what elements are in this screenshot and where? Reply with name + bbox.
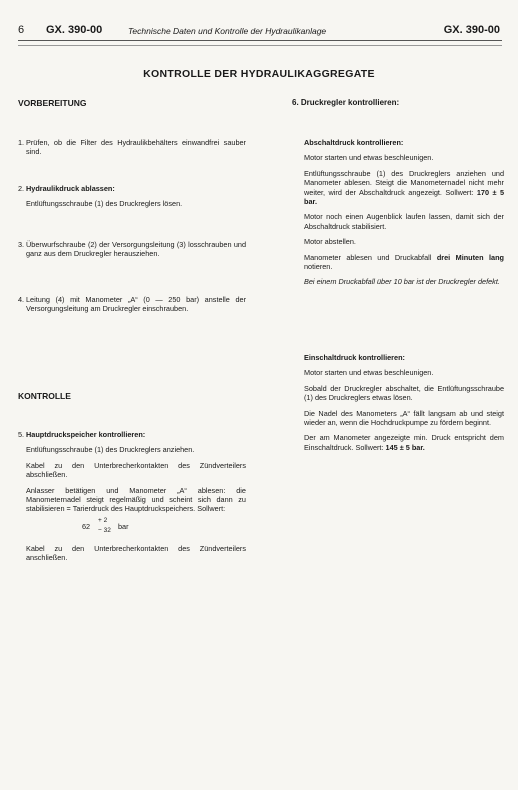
header-title: Technische Daten und Kontrolle der Hydraulikanlage (128, 26, 327, 36)
paragraph: Motor noch einen Augenblick laufen lassen, damit sich der Abschaltdruck stabilisiert. (304, 212, 504, 231)
subsection-title: Abschaltdruck kontrollieren: (304, 138, 404, 147)
paragraph-text: Der am Manometer angezeigte min. Druck entspricht dem Einschaltdruck. Sollwert: (304, 433, 504, 452)
section-heading-vorbereitung: VORBEREITUNG (18, 98, 87, 108)
item-text: Überwurfschraube (2) der Versorgungsleitung (3) losschrauben und ganz aus dem Druckregler herausziehen. (26, 240, 246, 259)
paragraph: Die Nadel des Manometers „A“ fällt langsam ab und steigt wieder an, wenn die Hochdruckpumpe zu fördern beginnt. (304, 408, 504, 428)
header-rule (18, 40, 502, 41)
item-number: 5. (18, 430, 25, 439)
paragraph-text: Manometer ablesen und Druckabfall (304, 252, 432, 262)
item-title: Hauptdruckspeicher kontrollieren: (26, 430, 146, 439)
item-number: 1. (18, 138, 25, 147)
formula-unit: bar (118, 521, 129, 531)
paragraph-text: notieren. (304, 262, 333, 272)
header-rule-secondary (18, 45, 502, 46)
item-text: Leitung (4) mit Manometer „A“ (0 — 250 bar) anstelle der Versorgungsleitung am Druckregler einschrauben. (26, 295, 246, 314)
list-item-1 (18, 138, 246, 157)
paragraph: Sobald der Druckregler abschaltet, die Entlüftungsschraube (1) des Druckreglers etwas lösen. (304, 383, 504, 403)
warning-note: Bei einem Druckabfall über 10 bar ist der Druckregler defekt. (304, 277, 500, 287)
list-item-5 (18, 430, 246, 563)
formula-lower-tolerance: − 32 (98, 526, 111, 534)
item-text: Prüfen, ob die Filter des Hydraulikbehälters einwandfrei sauber sind. (26, 138, 246, 157)
paragraph (304, 433, 504, 452)
setpoint-value: 145 ± 5 bar. (385, 442, 425, 452)
einschalt-content (304, 353, 504, 458)
paragraph: Motor starten und etwas beschleunigen. (304, 153, 434, 163)
paragraph-text: Entlüftungsschraube (1) des Druckreglers anziehen und Manometer ablesen. Steigt die Manometernadel nicht mehr weiter, wird der Abschaltdruck angezeigt. Sollwert: (304, 168, 504, 197)
tolerance-formula (18, 516, 246, 538)
page-number: 6 (18, 24, 25, 36)
paragraph: Entlüftungsschraube (1) des Druckreglers anziehen. (26, 445, 195, 455)
formula-base: 62 (82, 521, 91, 531)
item-number: 3. (18, 240, 25, 249)
document-code-left: GX. 390-00 (46, 24, 103, 36)
paragraph: Motor starten und etwas beschleunigen. (304, 368, 434, 378)
list-item-4 (18, 295, 246, 314)
list-item-2 (18, 184, 246, 209)
section-heading-druckregler: 6. Druckregler kontrollieren: (292, 98, 400, 107)
paragraph: Kabel zu den Unterbrecherkontakten des Zündverteilers anschließen. (26, 543, 246, 563)
paragraph: Anlasser betätigen und Manometer „A“ ablesen: die Manometernadel steigt regelmäßig und scheint sich dann zu stabilisieren = Tarierdruck des Hauptdruckspeichers. Sollwert: (26, 485, 246, 514)
paragraph: Kabel zu den Unterbrecherkontakten des Zündverteilers abschließen. (26, 460, 246, 480)
formula-upper-tolerance: + 2 (98, 516, 108, 524)
paragraph (304, 253, 504, 272)
page-title: KONTROLLE DER HYDRAULIKAGGREGATE (143, 68, 375, 80)
subsection-title: Einschaltdruck kontrollieren: (304, 353, 405, 362)
paragraph: Motor abstellen. (304, 237, 356, 247)
item-text: Entlüftungsschraube (1) des Druckreglers lösen. (26, 199, 183, 209)
paragraph (304, 169, 504, 207)
item-title: Hydraulikdruck ablassen: (26, 184, 115, 193)
item-number: 2. (18, 184, 25, 193)
document-code-right: GX. 390-00 (443, 24, 500, 36)
duration-emphasis: drei Minuten lang (436, 252, 504, 262)
abschalt-content (304, 138, 504, 293)
setpoint-value: 170 ± 5 bar. (304, 187, 505, 207)
item-number: 4. (18, 295, 25, 304)
list-item-3 (18, 240, 246, 259)
section-heading-kontrolle: KONTROLLE (18, 391, 71, 401)
